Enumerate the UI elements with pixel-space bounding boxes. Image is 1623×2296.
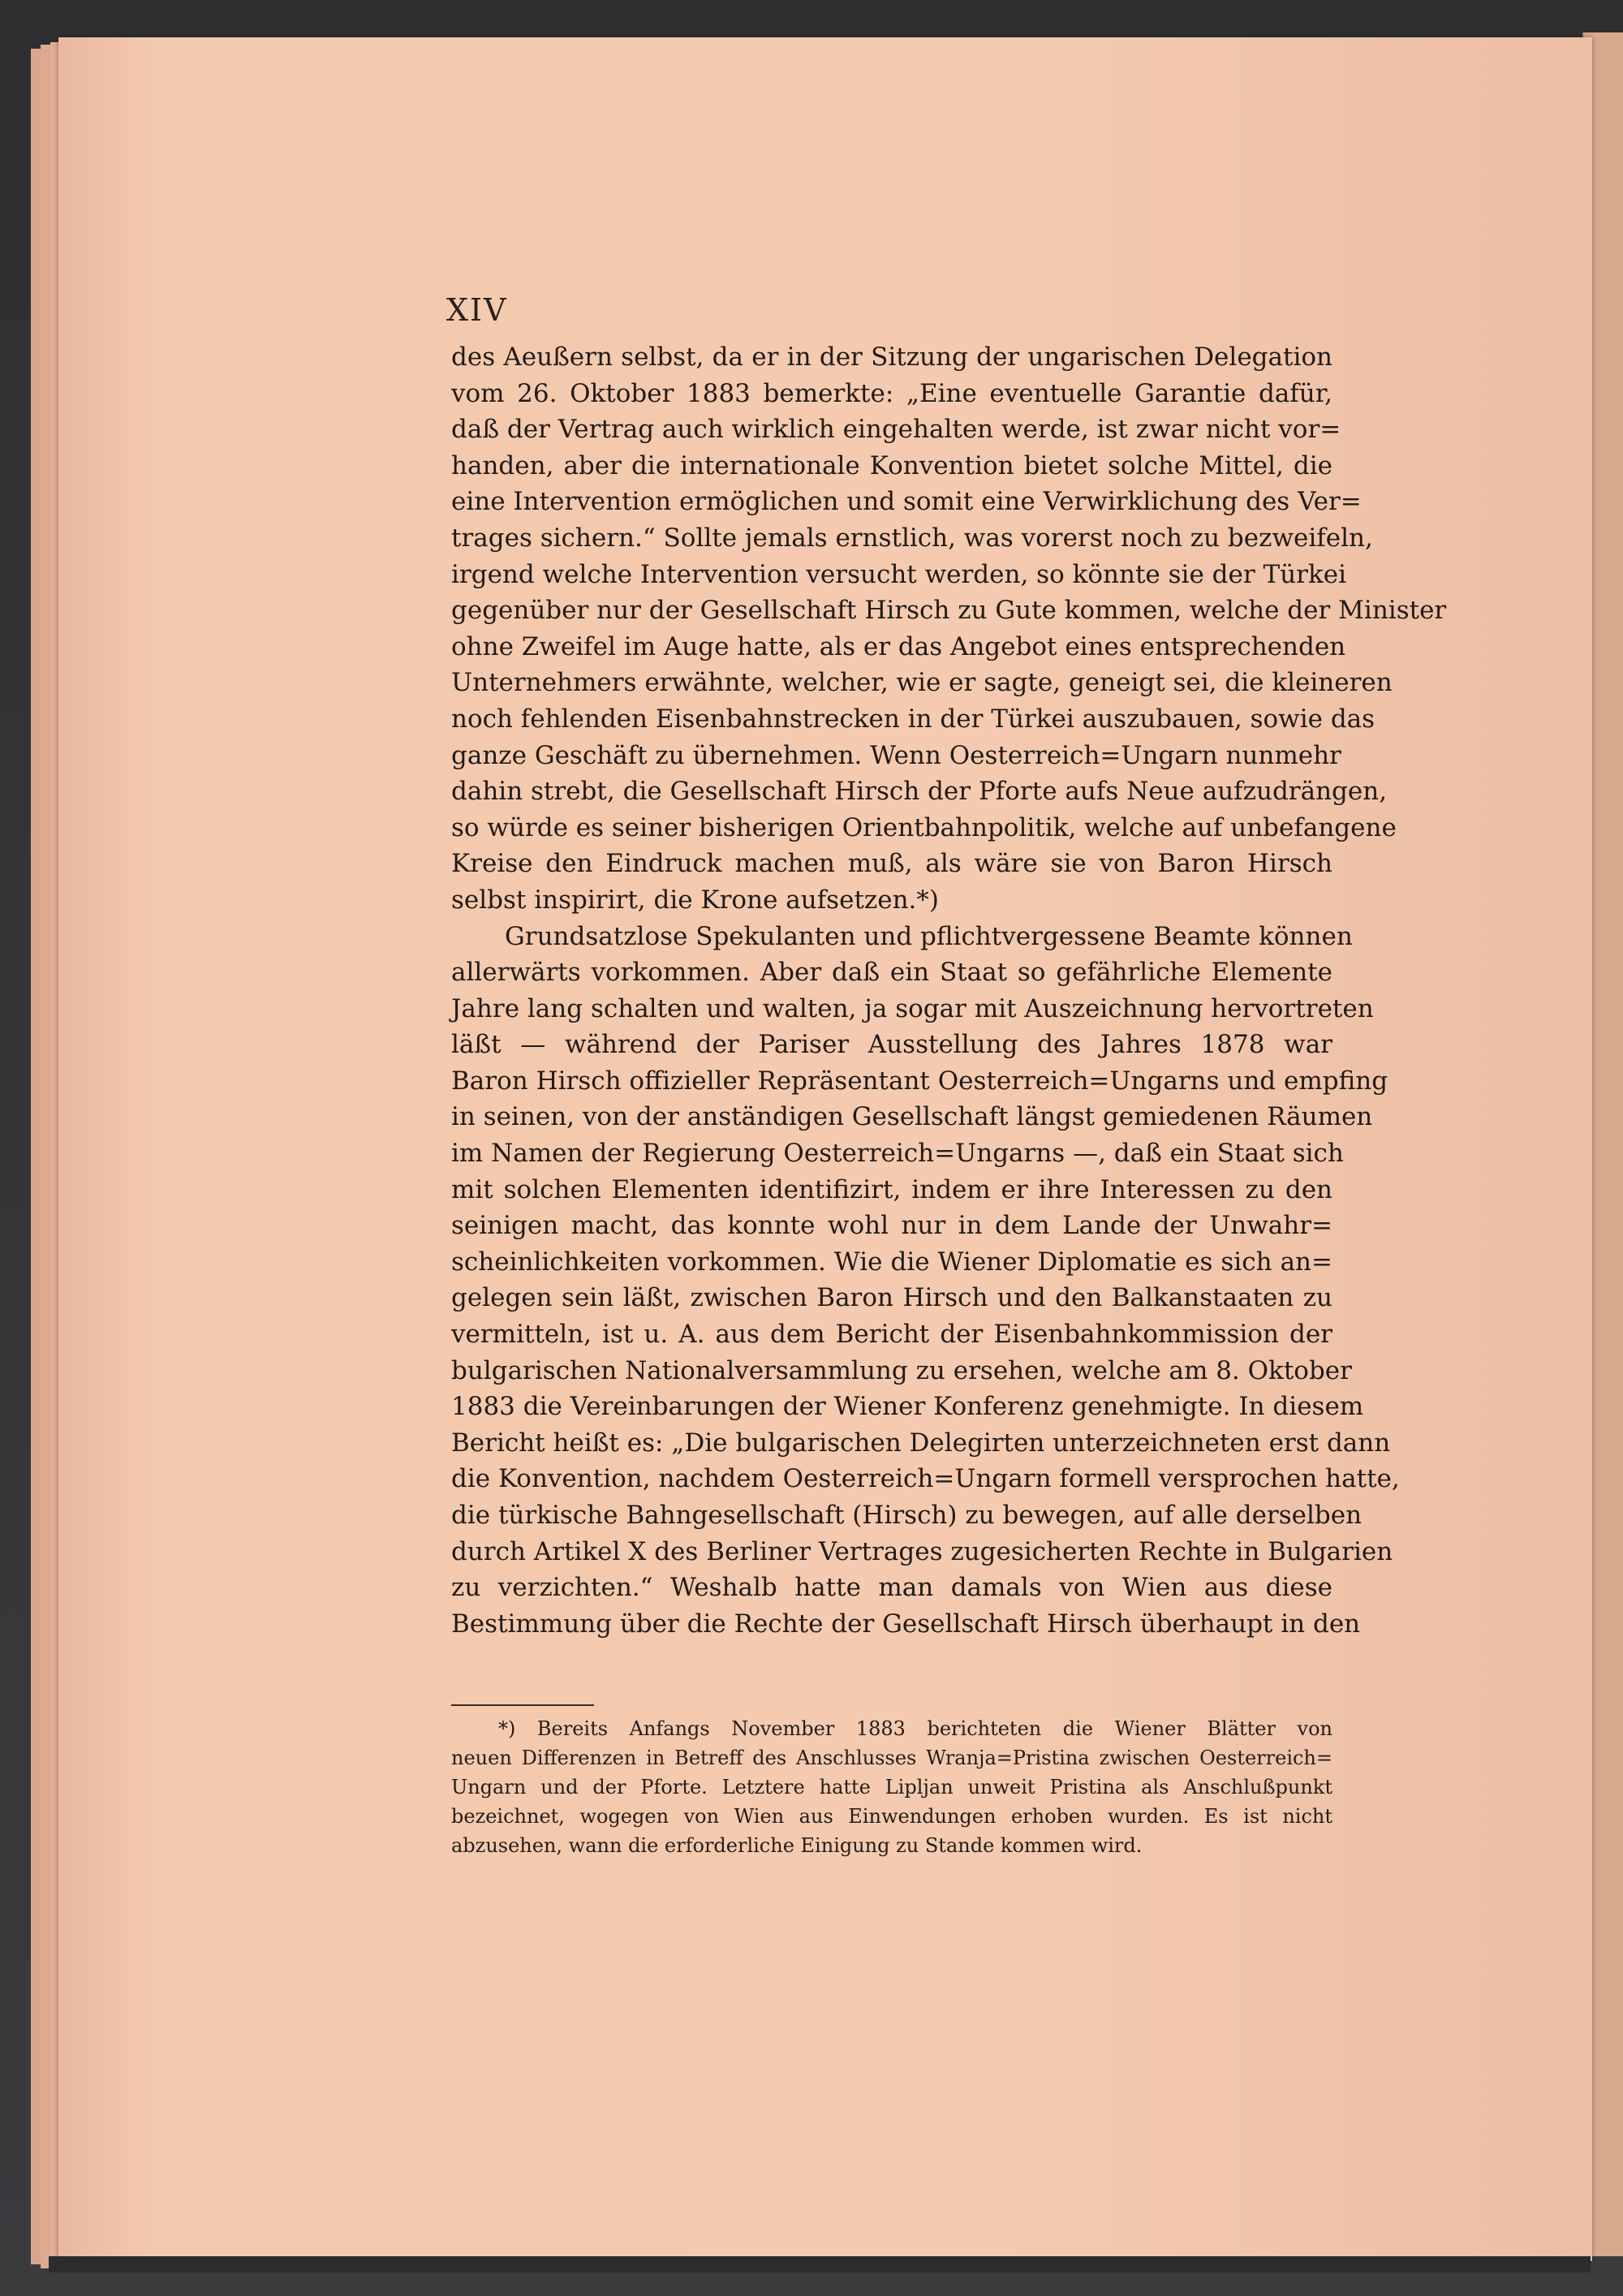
text-line: im Namen der Regierung Oesterreich=Ungarns —, daß ein Staat sich	[451, 1139, 1344, 1169]
text-line: ohne Zweifel im Auge hatte, als er das Angebot eines entsprechenden	[451, 631, 1346, 661]
text-line: mit solchen Elementen identifizirt, indem er ihre Interessen zu den	[451, 1174, 1332, 1204]
text-line: handen, aber die internationale Konvention bietet solche Mittel, die	[451, 450, 1332, 480]
text-line: zu verzichten.“ Weshalb hatte man damals von Wien aus diese	[451, 1573, 1332, 1603]
text-line: daß der Vertrag auch wirklich eingehalten werde, ist zwar nicht vor=	[451, 415, 1341, 445]
scan-bottom-edge	[49, 2256, 1591, 2272]
text-line: in seinen, von der anständigen Gesellschaft längst gemiedenen Räumen	[451, 1102, 1373, 1132]
text-line: durch Artikel X des Berliner Vertrages zugesicherten Rechte in Bulgarien	[451, 1536, 1393, 1566]
footnote-separator	[451, 1704, 594, 1706]
text-line: noch fehlenden Eisenbahnstrecken in der Türkei auszubauen, sowie das	[451, 704, 1375, 734]
text-line: Kreise den Eindruck machen muß, als wäre sie von Baron Hirsch	[451, 849, 1332, 879]
text-line: dahin strebt, die Gesellschaft Hirsch der Pforte aufs Neue aufzudrängen,	[451, 777, 1388, 807]
text-line: ganze Geschäft zu übernehmen. Wenn Oesterreich=Ungarn nunmehr	[451, 740, 1341, 770]
text-line: bulgarischen Nationalversammlung zu ersehen, welche am 8. Oktober	[451, 1355, 1352, 1385]
text-line: vom 26. Oktober 1883 bemerkte: „Eine eventuelle Garantie dafür,	[451, 378, 1332, 408]
text-line: scheinlichkeiten vorkommen. Wie die Wiener Diplomatie es sich an=	[451, 1247, 1332, 1277]
text-line: Bestimmung über die Rechte der Gesellschaft Hirsch überhaupt in den	[451, 1609, 1361, 1639]
text-line: die türkische Bahngesellschaft (Hirsch) zu bewegen, auf alle derselben	[451, 1501, 1363, 1530]
footnote-block	[451, 1714, 1332, 1860]
text-line: 1883 die Vereinbarungen der Wiener Konferenz genehmigte. In diesem	[451, 1392, 1364, 1422]
footnote-line: neuen Differenzen in Betreff des Anschlusses Wranja=Pristina zwischen Oesterreich=	[451, 1747, 1332, 1769]
text-line: so würde es seiner bisherigen Orientbahnpolitik, welche auf unbefangene	[451, 812, 1397, 842]
text-line: läßt — während der Pariser Ausstellung des Jahres 1878 war	[451, 1030, 1332, 1060]
text-line: gegenüber nur der Gesellschaft Hirsch zu Gute kommen, welche der Minister	[451, 596, 1447, 626]
footnote-line: bezeichnet, wogegen von Wien aus Einwendungen erhoben wurden. Es ist nicht	[451, 1805, 1332, 1828]
text-line: Bericht heißt es: „Die bulgarischen Delegirten unterzeichneten erst dann	[451, 1428, 1391, 1458]
main-text-block	[451, 339, 1447, 1642]
text-line: die Konvention, nachdem Oesterreich=Ungarn formell versprochen hatte,	[451, 1464, 1400, 1494]
text-line: seinigen macht, das konnte wohl nur in dem Lande der Unwahr=	[451, 1211, 1332, 1241]
text-line: selbst inspirirt, die Krone aufsetzen.*)	[451, 885, 939, 915]
footnote-line: *) Bereits Anfangs November 1883 berichteten die Wiener Blätter von	[498, 1717, 1332, 1740]
text-line: allerwärts vorkommen. Aber daß ein Staat so gefährliche Elemente	[451, 958, 1332, 988]
text-line: eine Intervention ermöglichen und somit eine Verwirklichung des Ver=	[451, 487, 1362, 517]
text-line: Grundsatzlose Spekulanten und pflichtvergessene Beamte können	[505, 921, 1353, 951]
footnote-line: Ungarn und der Pforte. Letztere hatte Lipljan unweit Pristina als Anschlußpunkt	[451, 1776, 1332, 1798]
text-line: Baron Hirsch offizieller Repräsentant Oesterreich=Ungarns und empfing	[451, 1066, 1388, 1096]
text-line: Unternehmers erwähnte, welcher, wie er sagte, geneigt sei, die kleineren	[451, 668, 1393, 698]
text-line: vermitteln, ist u. A. aus dem Bericht der Eisenbahnkommission der	[451, 1320, 1332, 1350]
text-line: des Aeußern selbst, da er in der Sitzung der ungarischen Delegation	[451, 342, 1332, 372]
text-line: Jahre lang schalten und walten, ja sogar mit Auszeichnung hervortreten	[451, 993, 1374, 1023]
text-line: trages sichern.“ Sollte jemals ernstlich, was vorerst noch zu bezweifeln,	[451, 523, 1373, 553]
page-number: XIV	[446, 292, 508, 328]
text-line: irgend welche Intervention versucht werden, so könnte sie der Türkei	[451, 559, 1347, 589]
text-line: gelegen sein läßt, zwischen Baron Hirsch und den Balkanstaaten zu	[451, 1283, 1332, 1313]
footnote-line: abzusehen, wann die erforderliche Einigung zu Stande kommen wird.	[451, 1834, 1143, 1857]
